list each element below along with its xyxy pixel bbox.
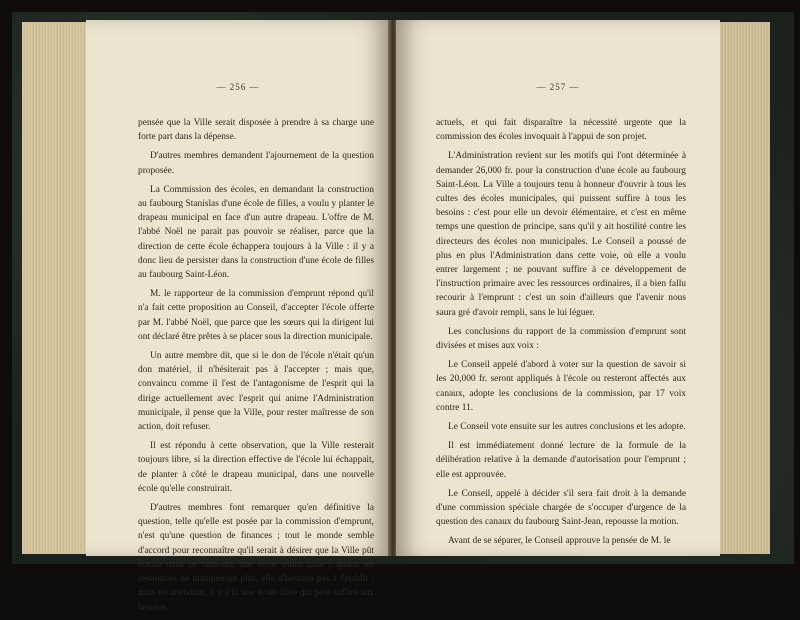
paragraph: M. le rapporteur de la commission d'emprunt répond qu'il n'a fait cette proposition au Conseil, d'accepter l'école offerte par M. l'abbé Noël, que parce que les sœurs qui la dirigent lui ont déclaré être prêtes à se placer sous la direction municipale. [138,289,374,342]
left-page-number: — 256 — [216,82,260,92]
left-page-text [138,116,374,620]
paragraph: Avant de se séparer, le Conseil approuve la pensée de M. le [448,536,671,547]
right-page-edges [720,22,770,554]
paragraph: Il est immédiatement donné lecture de la formule de la délibération relative à la demande d'autorisation pour l'emprunt ; elle est approuvée. [436,441,686,480]
left-page [86,20,390,613]
right-page-text [436,116,686,554]
paragraph: L'Administration revient sur les motifs qui l'ont déterminée à demander 26,000 fr. pour la construction d'une école au faubourg Saint-Léon. La Ville a toujours tenu à honneur d'ouvrir à tous les cultes des écoles municipales, qui puissent suffire à tous les besoins : c'est pour elle un devoir élémentaire, et c'est en même temps une question de principe, sans qu'il y ait hostilité contre les directeurs des écoles non municipales. Le Conseil a poussé de plus en plus l'Administration dans cette voie, où elle a voulu entrer largement ; ne pouvant suffire à ce développement de l'instruction primaire avec les ressources ordinaires, il a bien fallu recourir à l'emprunt : c'est un soin d'ailleurs que l'avenir nous saura gré d'avoir rempli, sans le lui léguer. [436,151,686,318]
paragraph: D'autres membres demandent l'ajournement de la question proposée. [138,151,374,176]
paragraph: La Commission des écoles, en demandant la construction au faubourg Stanislas d'une école de filles, a voulu y planter le drapeau municipal en face d'un autre drapeau. L'offre de M. l'abbé Noël ne parait pas pouvoir se réaliser, parce que la direction de cette école échappera toujours à la Ville : il y a donc lieu de persister dans la construction d'une école de filles au faubourg Saint-Léon. [138,184,374,281]
paragraph: pensée que la Ville serait disposée à prendre à sa charge une forte part dans la dépense. [138,118,374,143]
paragraph: Un autre membre dit, que si le don de l'école n'était qu'un don matériel, il n'hésiterait pas à l'accepter ; mais que, convaincu comme il l'est de l'antagonisme de l'esprit qui la dirige actuellement avec l'esprit qui anime l'Administration municipale, il pense que la Ville, pour rester maîtresse de son action, doit refuser. [138,351,374,433]
left-page-edges [22,22,86,554]
paragraph: Le Conseil vote ensuite sur les autres conclusions et les adopte. [448,422,686,433]
paragraph: actuels, et qui fait disparaître la nécessité urgente que la commission des écoles invoquait à l'appui de son projet. [436,118,686,143]
paragraph: Le Conseil, appelé à décider s'il sera fait droit à la demande d'une commission spéciale chargée de s'occuper d'urgence de la question des canaux du faubourg Saint-Jean, repousse la motion. [436,488,686,528]
right-page-number: — 257 — [536,82,580,92]
paragraph: Il est répondu à cette observation, que la Ville resterait toujours libre, si la direction effective de l'école lui échappait, de planter à côté le drapeau municipal, dans une nouvelle école qu'elle construirait. [138,441,374,494]
paragraph: D'autres membres font remarquer qu'en définitive la question, telle qu'elle est posée par la commission d'emprunt, n'est qu'une question de finances ; tout le monde semble d'accord pour reconnaître qu'il serait à désirer que la Ville pût établir dans ce faubourg une école municipale ; quand les ressources ne manqueront plus, elle n'hésitera pas à l'établir ; mais en attendant, il y a là une école libre qui peut suffire aux besoins [138,503,374,613]
paragraph: Le Conseil appelé d'abord à voter sur la question de savoir si les 20,000 fr. seront appliqués à l'école ou resteront affectés aux canaux, adopte les conclusions de la commission, par 17 voix contre 11. [436,360,686,413]
right-page [396,20,720,556]
paragraph: Les conclusions du rapport de la commission d'emprunt sont divisées et mises aux voix : [436,326,686,352]
